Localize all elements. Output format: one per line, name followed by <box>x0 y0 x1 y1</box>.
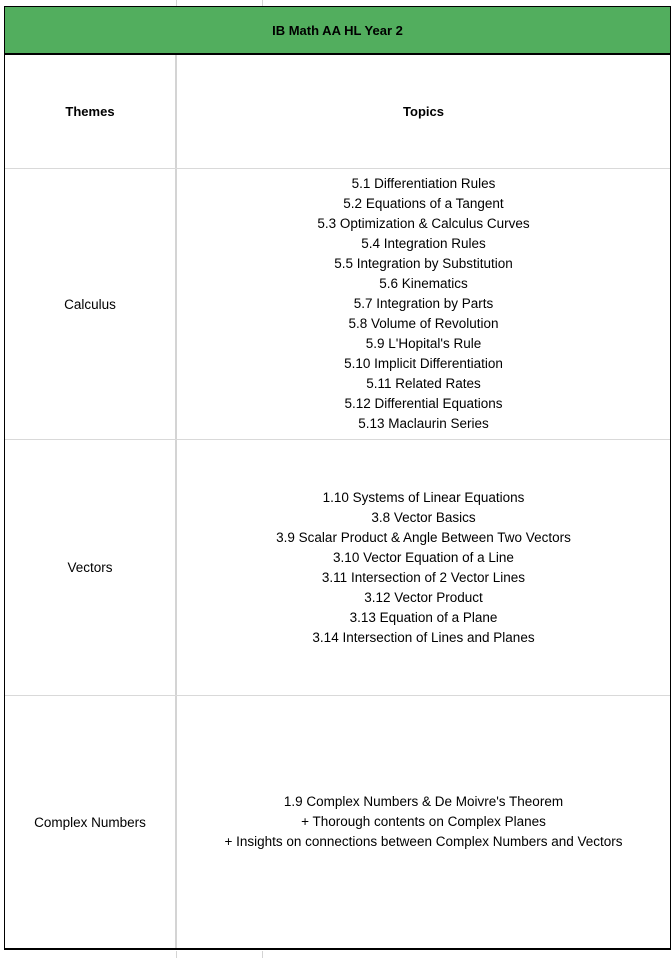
curriculum-table <box>4 6 671 950</box>
column-header-row <box>5 55 670 169</box>
topic-item: + Thorough contents on Complex Planes <box>301 814 546 829</box>
topic-item: 3.8 Vector Basics <box>371 509 476 525</box>
table-row-vectors <box>5 440 670 696</box>
topics-cell <box>177 169 670 439</box>
topic-item: 3.10 Vector Equation of a Line <box>333 549 514 565</box>
topic-item: 3.14 Intersection of Lines and Planes <box>312 629 535 645</box>
topic-item: 5.10 Implicit Differentiation <box>344 356 503 371</box>
themes-header: Themes <box>5 55 177 168</box>
table-title: IB Math AA HL Year 2 <box>272 22 403 38</box>
topic-item: 3.13 Equation of a Plane <box>349 609 498 625</box>
topic-list <box>224 792 622 852</box>
topic-list <box>317 174 529 434</box>
topic-item: 1.9 Complex Numbers & De Moivre's Theorem <box>283 794 564 809</box>
topic-item: 5.3 Optimization & Calculus Curves <box>317 216 530 231</box>
topics-header: Topics <box>403 104 444 119</box>
topic-item: 5.9 L'Hopital's Rule <box>365 336 482 351</box>
topic-item: 5.11 Related Rates <box>366 376 481 391</box>
topic-item: 5.7 Integration by Parts <box>353 296 494 311</box>
topic-item: 5.4 Integration Rules <box>361 236 486 251</box>
topic-item: 5.6 Kinematics <box>379 276 468 291</box>
topics-cell <box>177 440 670 695</box>
topic-item: 3.11 Intersection of 2 Vector Lines <box>321 569 526 585</box>
table-title-bar <box>5 7 670 55</box>
theme-cell: Vectors <box>5 440 177 695</box>
topics-cell <box>177 696 670 948</box>
topic-item: 3.12 Vector Product <box>364 589 483 605</box>
table-row-complex-numbers <box>5 696 670 948</box>
grid-line <box>176 951 177 958</box>
topic-item: 5.5 Integration by Substitution <box>334 256 513 271</box>
theme-cell: Calculus <box>5 169 177 439</box>
grid-line <box>262 951 263 958</box>
theme-cell: Complex Numbers <box>5 696 177 948</box>
table-row-calculus <box>5 169 670 440</box>
topic-item: + Insights on connections between Complex Numbers and Vectors <box>224 834 623 849</box>
topic-item: 3.9 Scalar Product & Angle Between Two Vectors <box>276 529 571 545</box>
topic-list <box>276 488 571 648</box>
topic-item: 5.13 Maclaurin Series <box>358 416 489 431</box>
topic-item: 5.12 Differential Equations <box>344 396 503 411</box>
topic-item: 1.10 Systems of Linear Equations <box>322 489 525 505</box>
topic-item: 5.1 Differentiation Rules <box>351 176 496 191</box>
topic-item: 5.8 Volume of Revolution <box>348 316 499 331</box>
topic-item: 5.2 Equations of a Tangent <box>343 196 504 211</box>
